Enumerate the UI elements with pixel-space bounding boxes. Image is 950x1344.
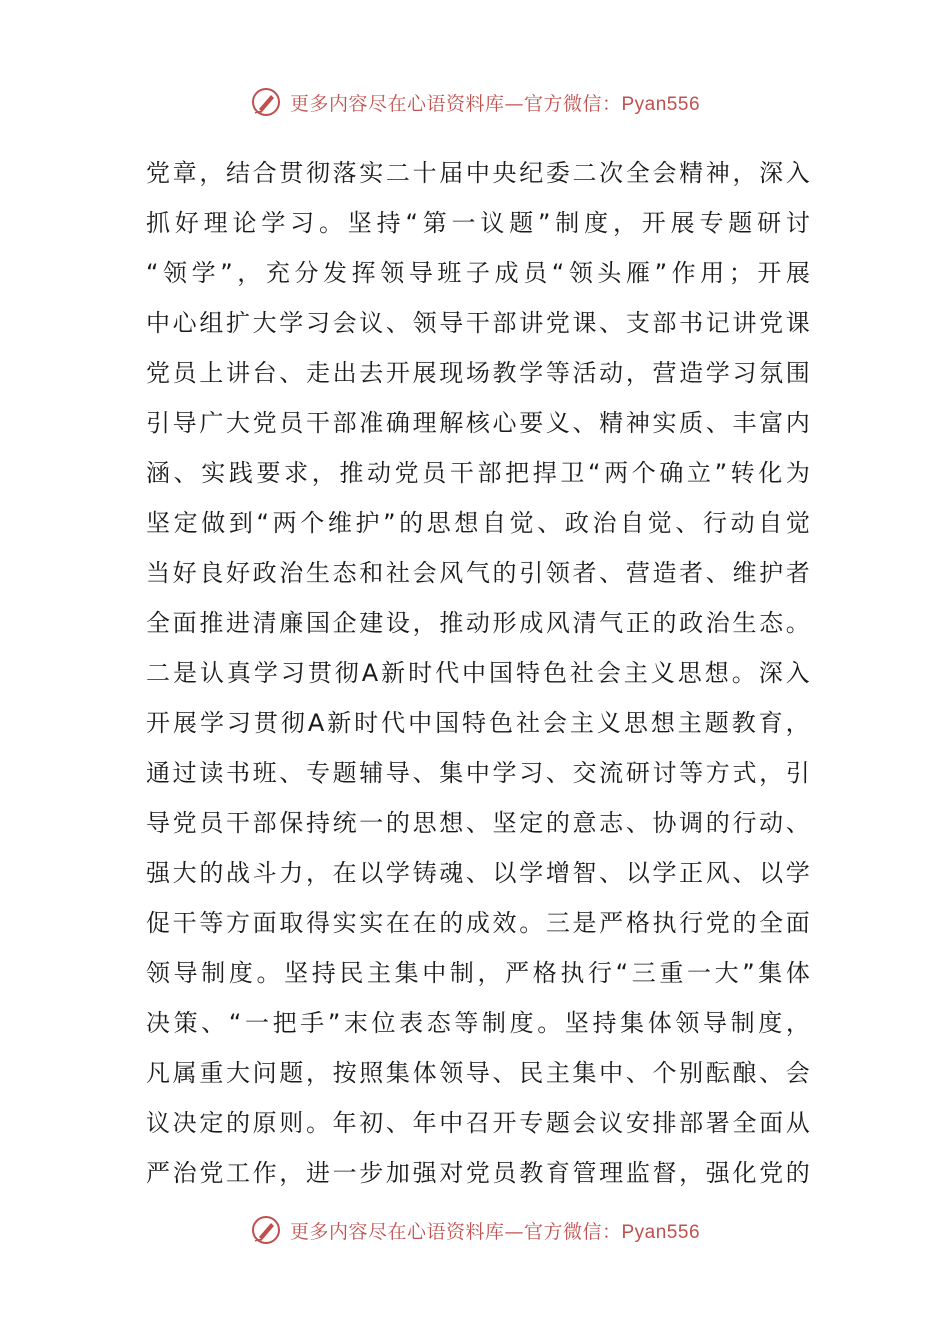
text-line: 坚 定 做 到 “ 两 个 维 护 ” 的 思 想 自 觉 、 政 治 自 觉 、 行 动 自 觉 xyxy=(146,509,810,537)
header-banner xyxy=(0,80,950,124)
text-line: 涵 、 实 践 要 求 ， 推 动 党 员 干 部 把 捍 卫 “ 两 个 确 立 ” 转 化 为 xyxy=(146,459,810,487)
text-line: 决 策 、 “ 一 把 手 ” 末 位 表 态 等 制 度 。 坚 持 集 体 领 导 制 度 ， xyxy=(146,1009,810,1037)
document-body xyxy=(146,148,810,1198)
footer-banner-text: 更多内容尽在心语资料库—官方微信：Pyan556 xyxy=(289,1220,701,1243)
text-line: 当 好 良 好 政 治 生 态 和 社 会 风 气 的 引 领 者 、 营 造 者 、 维 护 者 xyxy=(146,559,810,587)
text-line: 二 是 认 真 学 习 贯 彻 A 新 时 代 中 国 特 色 社 会 主 义 思 想 。 深 入 xyxy=(146,659,810,687)
text-line: 严 治 党 工 作 ， 进 一 步 加 强 对 党 员 教 育 管 理 监 督 ， 强 化 党 的 xyxy=(146,1159,810,1187)
text-line: 促 干 等 方 面 取 得 实 实 在 在 的 成 效 。 三 是 严 格 执 行 党 的 全 面 xyxy=(146,909,810,937)
text-line: 党 员 上 讲 台 、 走 出 去 开 展 现 场 教 学 等 活 动 ， 营 造 学 习 氛 围 xyxy=(146,359,810,387)
text-line: 开 展 学 习 贯 彻 A 新 时 代 中 国 特 色 社 会 主 义 思 想 主 题 教 育 ， xyxy=(146,709,810,737)
footer-banner xyxy=(0,1208,950,1252)
text-line: 通 过 读 书 班 、 专 题 辅 导 、 集 中 学 习 、 交 流 研 讨 等 方 式 ， 引 xyxy=(146,759,810,787)
text-line: 领 导 制 度 。 坚 持 民 主 集 中 制 ， 严 格 执 行 “ 三 重 一 大 ” 集 体 xyxy=(146,959,810,987)
text-line: 强 大 的 战 斗 力 ， 在 以 学 铸 魂 、 以 学 增 智 、 以 学 正 风 、 以 学 xyxy=(146,859,810,887)
text-line: 抓 好 理 论 学 习 。 坚 持 “ 第 一 议 题 ” 制 度 ， 开 展 专 题 研 讨 xyxy=(146,209,810,237)
text-line: 议 决 定 的 原 则 。 年 初 、 年 中 召 开 专 题 会 议 安 排 部 署 全 面 从 xyxy=(146,1109,810,1137)
text-line: 中 心 组 扩 大 学 习 会 议 、 领 导 干 部 讲 党 课 、 支 部 书 记 讲 党 课 xyxy=(146,309,810,337)
text-line: 全 面 推 进 清 廉 国 企 建 设 ， 推 动 形 成 风 清 气 正 的 政 治 生 态 。 xyxy=(146,609,810,637)
pen-logo-icon xyxy=(250,1214,282,1246)
text-line: 导 党 员 干 部 保 持 统 一 的 思 想 、 坚 定 的 意 志 、 协 调 的 行 动 、 xyxy=(146,809,810,837)
text-line: 党 章 ， 结 合 贯 彻 落 实 二 十 届 中 央 纪 委 二 次 全 会 精 神 ， 深 入 xyxy=(146,159,810,187)
text-line: 引 导 广 大 党 员 干 部 准 确 理 解 核 心 要 义 、 精 神 实 质 、 丰 富 内 xyxy=(146,409,810,437)
header-banner-text: 更多内容尽在心语资料库—官方微信：Pyan556 xyxy=(289,92,701,115)
text-line: “ 领 学 ” ， 充 分 发 挥 领 导 班 子 成 员 “ 领 头 雁 ” 作 用 ； 开 展 xyxy=(146,259,810,287)
text-line: 凡 属 重 大 问 题 ， 按 照 集 体 领 导 、 民 主 集 中 、 个 别 酝 酿 、 会 xyxy=(146,1059,810,1087)
pen-logo-icon xyxy=(250,86,282,118)
